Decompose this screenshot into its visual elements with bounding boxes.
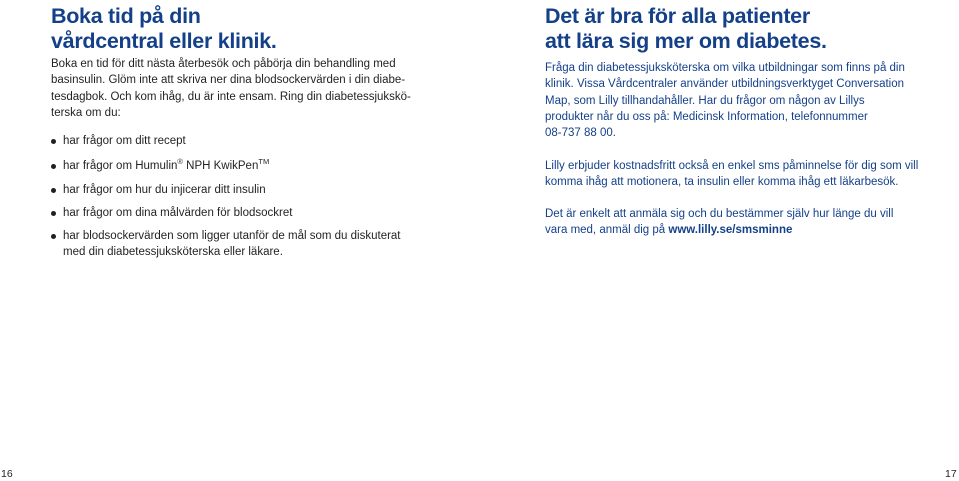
bullet-text: har frågor om Humulin (63, 160, 178, 172)
bullet-text: har frågor om dina målvärden för blodsockret (63, 207, 293, 219)
bullet-item-injicerar (51, 182, 431, 198)
education-paragraph (545, 60, 925, 141)
bullet-text-continued: med din diabetessjuksköterska eller läkare. (63, 246, 283, 258)
left-heading-line1: Boka tid på din (51, 4, 201, 28)
bullet-item-humulin (51, 158, 431, 174)
bullet-item-malvarden (51, 205, 431, 221)
intro-line-3: tesdagbok. Och kom ihåg, du är inte ensam. Ring din diabetessjukskö- (51, 90, 411, 103)
left-heading-line2: vårdcentral eller klinik. (51, 29, 277, 53)
p2-line-1: Lilly erbjuder kostnadsfritt också en enkel sms påminnelse för dig som vill (545, 160, 919, 172)
bullet-item-blodsocker (51, 228, 431, 260)
bullet-text: har blodsockervärden som ligger utanför de mål som du diskuterat (63, 230, 401, 242)
p1-line-4: produkter når du oss på: Medicinsk Information, telefonnummer (545, 110, 868, 123)
left-heading (51, 4, 277, 54)
bullet-text: har frågor om ditt recept (63, 135, 186, 147)
p1-line-5: 08-737 88 00. (545, 127, 616, 140)
registered-mark: ® (177, 157, 183, 166)
page-number-left: 16 (1, 468, 13, 480)
p3-line-1: Det är enkelt att anmäla sig och du bestämmer själv hur länge du vill (545, 208, 894, 220)
trademark-mark: TM (258, 157, 270, 166)
intro-line-4: terska om du: (51, 106, 121, 119)
intro-line-2: basinsulin. Glöm inte att skriva ner dina blodsockervärden i din diabe- (51, 74, 406, 87)
bullet-item-recept (51, 133, 431, 149)
left-intro-paragraph (51, 56, 421, 121)
p1-line-2: klinik. Vissa Vårdcentraler använder utbildningsverktyget Conversation (545, 78, 905, 91)
right-heading (545, 4, 827, 54)
sms-paragraph (545, 158, 925, 191)
sms-signup-link[interactable]: www.lilly.se/smsminne (668, 224, 793, 237)
p2-line-2: komma ihåg att motionera, ta insulin eller komma ihåg ett läkarbesök. (545, 176, 899, 189)
signup-paragraph (545, 206, 925, 239)
question-bullet-list (51, 133, 431, 260)
intro-line-1: Boka en tid för ditt nästa återbesök och påbörja din behandling med (51, 58, 396, 70)
p1-line-3: Map, som Lilly tillhandahåller. Har du frågor om någon av Lillys (545, 94, 865, 107)
right-heading-line2: att lära sig mer om diabetes. (545, 29, 827, 53)
right-heading-line1: Det är bra för alla patienter (545, 4, 810, 28)
page-number-right: 17 (945, 468, 957, 480)
bullet-text: NPH KwikPen (182, 160, 259, 172)
bullet-text: har frågor om hur du injicerar ditt insulin (63, 184, 266, 196)
p1-line-1: Fråga din diabetessjuksköterska om vilka utbildningar som finns på din (545, 62, 905, 74)
p3-line-2: vara med, anmäl dig på (545, 224, 669, 237)
